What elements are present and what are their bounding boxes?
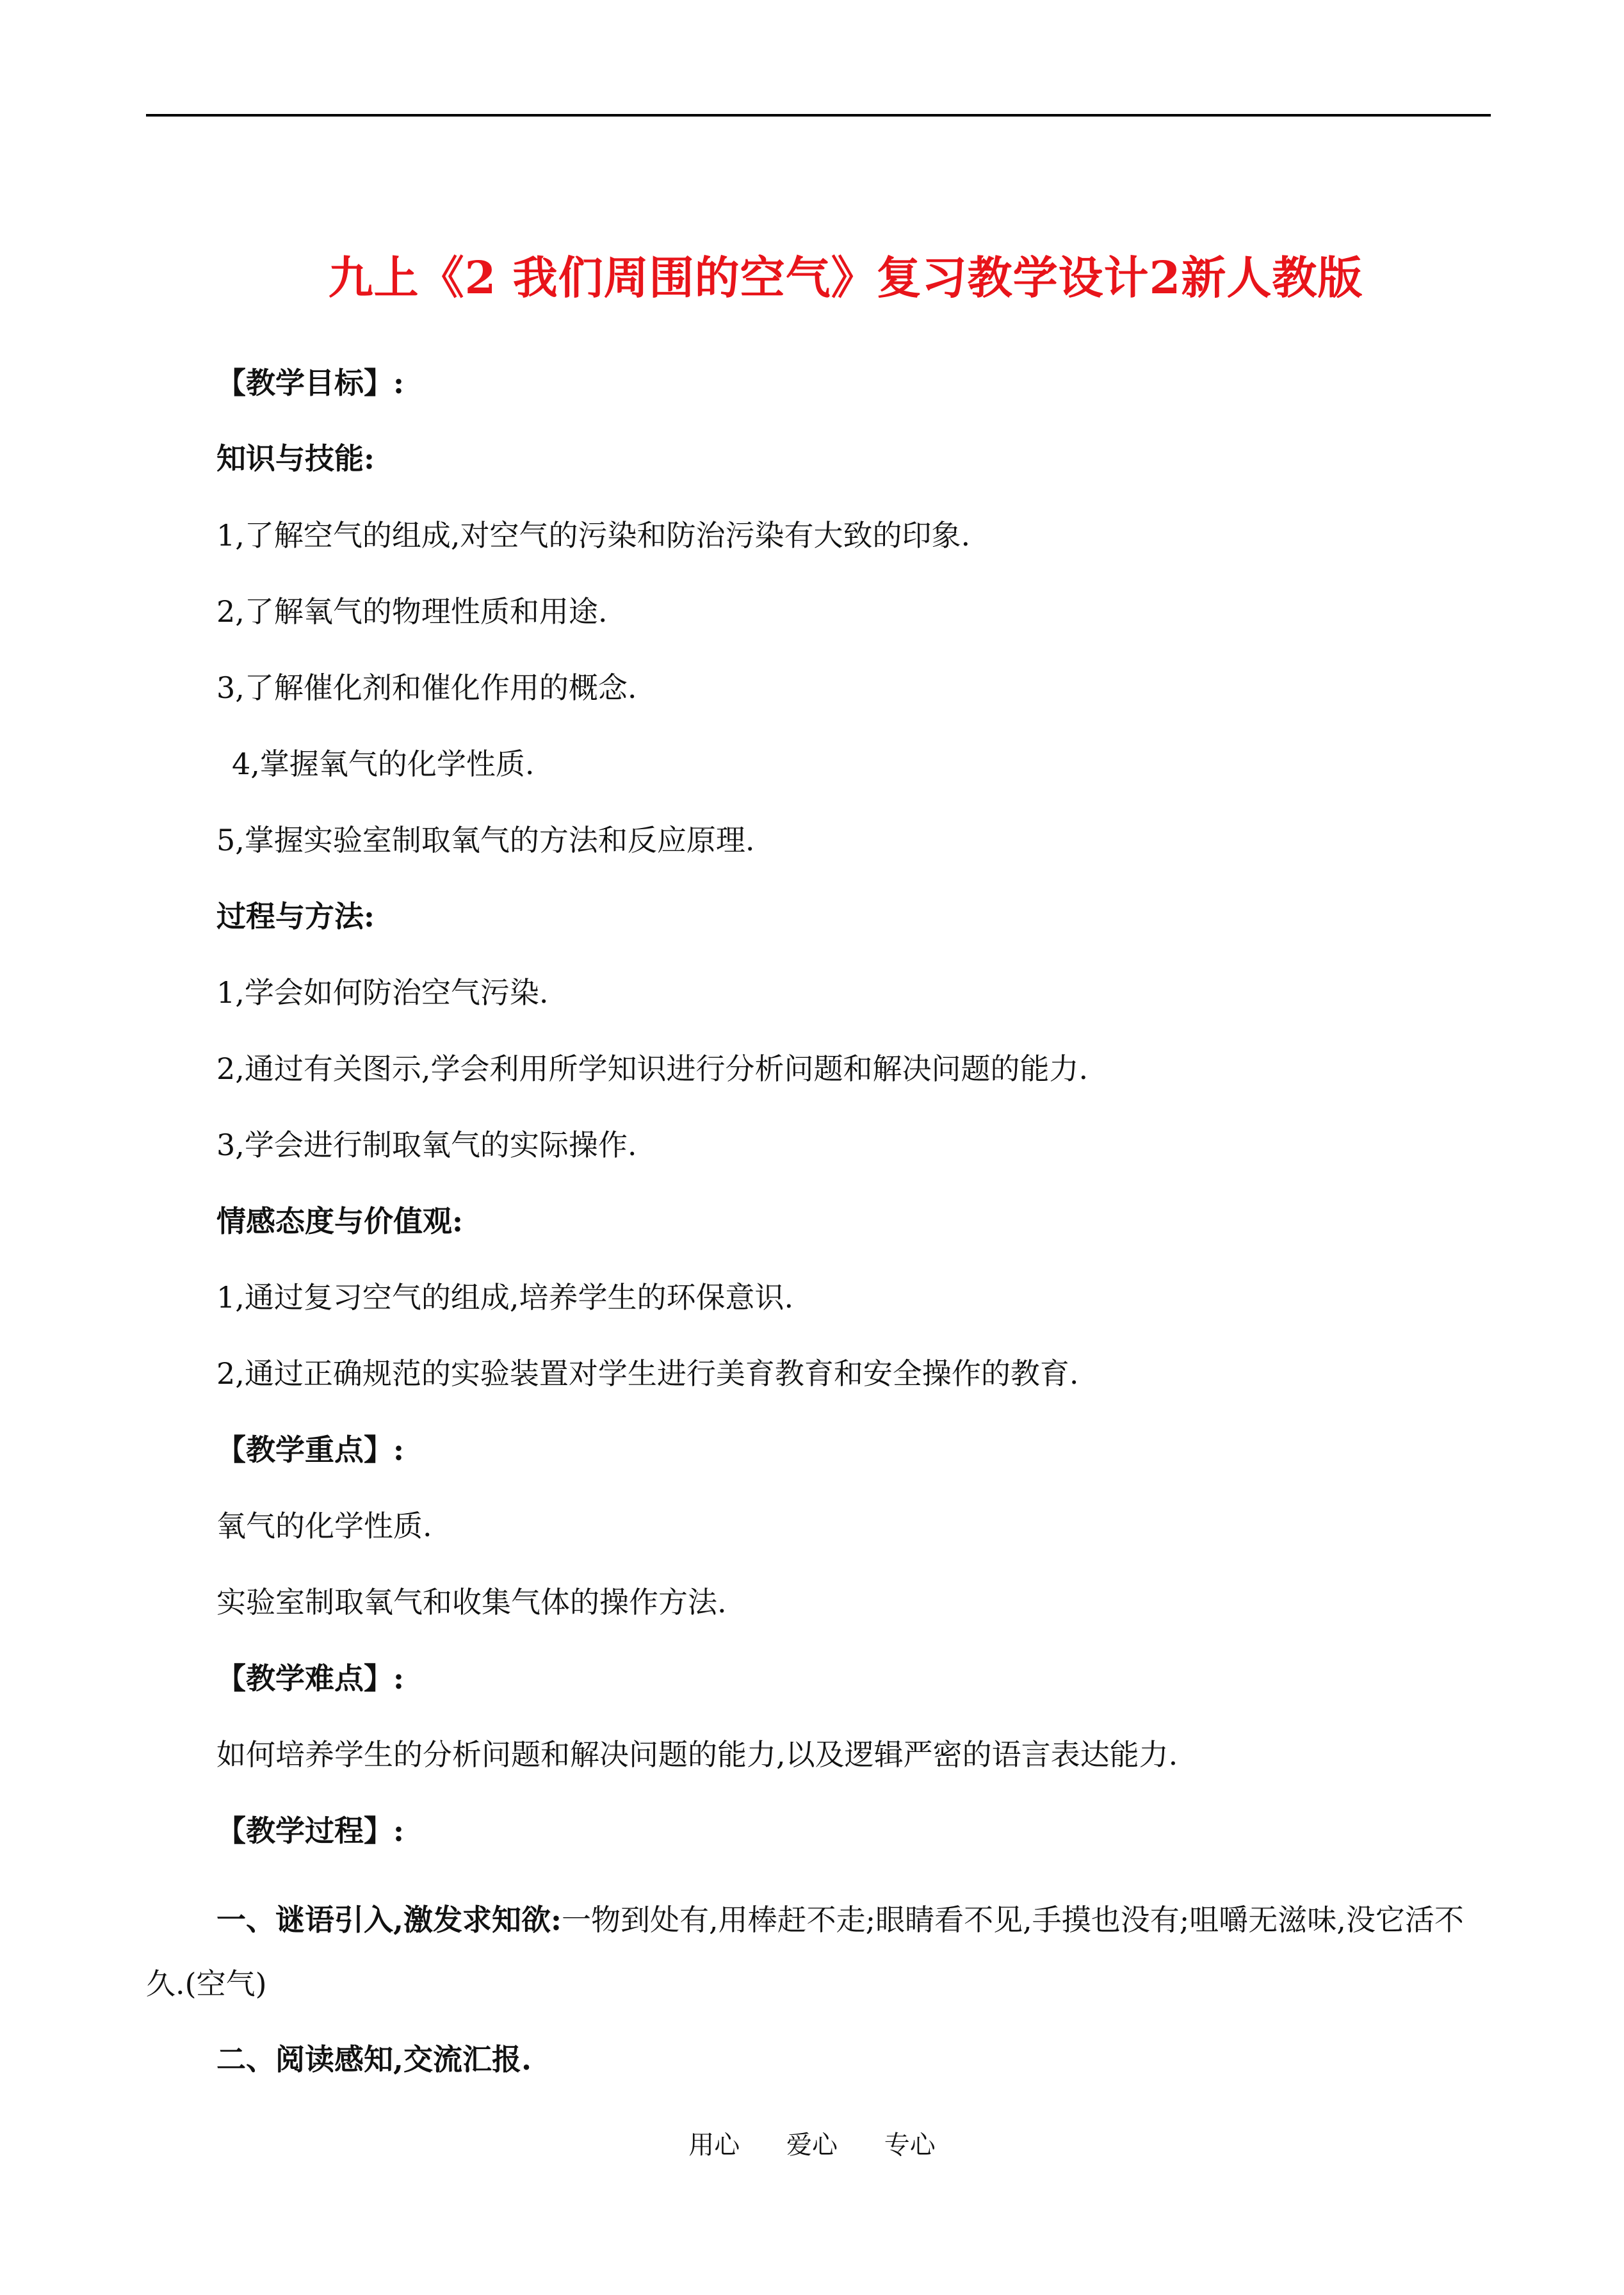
knowledge-item: 1,了解空气的组成,对空气的污染和防治污染有大致的印象. <box>216 518 971 553</box>
knowledge-item: 3,了解催化剂和催化作用的概念. <box>216 670 637 705</box>
footer-item: 用心 <box>688 2130 740 2160</box>
knowledge-item: 5,掌握实验室制取氧气的方法和反应原理. <box>216 823 755 857</box>
difficulty-heading: 【教学难点】: <box>216 1661 404 1696</box>
footer-item: 专心 <box>884 2130 936 2160</box>
knowledge-item: 2,了解氧气的物理性质和用途. <box>216 594 608 629</box>
footer <box>0 2125 1624 2161</box>
difficulty-item: 如何培养学生的分析问题和解决问题的能力,以及逻辑严密的语言表达能力. <box>216 1737 1178 1772</box>
step1-text: 一物到处有,用棒赶不走;眼睛看不见,手摸也没有;咀嚼无滋味,没它活不久.(空气) <box>146 1902 1464 2001</box>
attitude-item: 1,通过复习空气的组成,培养学生的环保意识. <box>216 1280 794 1315</box>
process-heading: 过程与方法: <box>216 899 375 934</box>
teaching-process-heading: 【教学过程】: <box>216 1813 404 1848</box>
key-points-heading: 【教学重点】: <box>216 1432 404 1467</box>
step2-heading: 二、阅读感知,交流汇报. <box>216 2042 532 2077</box>
process-item: 3,学会进行制取氧气的实际操作. <box>216 1128 637 1162</box>
objectives-heading: 【教学目标】: <box>216 366 404 400</box>
footer-item: 爱心 <box>786 2130 838 2160</box>
step1-lead: 一、谜语引入,激发求知欲: <box>216 1902 562 1937</box>
attitude-item: 2,通过正确规范的实验装置对学生进行美育教育和安全操作的教育. <box>216 1356 1079 1391</box>
process-item: 1,学会如何防治空气污染. <box>216 975 549 1010</box>
attitude-heading: 情感态度与价值观: <box>216 1204 463 1238</box>
knowledge-heading: 知识与技能: <box>216 441 375 476</box>
header-rule <box>146 114 1491 117</box>
document-title: 九上《2 我们周围的空气》复习教学设计2新人教版 <box>328 251 1363 304</box>
key-point-item: 氧气的化学性质. <box>216 1509 432 1543</box>
knowledge-item: 4,掌握氧气的化学性质. <box>232 747 535 781</box>
key-point-item: 实验室制取氧气和收集气体的操作方法. <box>216 1585 727 1619</box>
process-item: 2,通过有关图示,学会利用所学知识进行分析问题和解决问题的能力. <box>216 1051 1089 1086</box>
step1-paragraph <box>146 1888 1491 2016</box>
